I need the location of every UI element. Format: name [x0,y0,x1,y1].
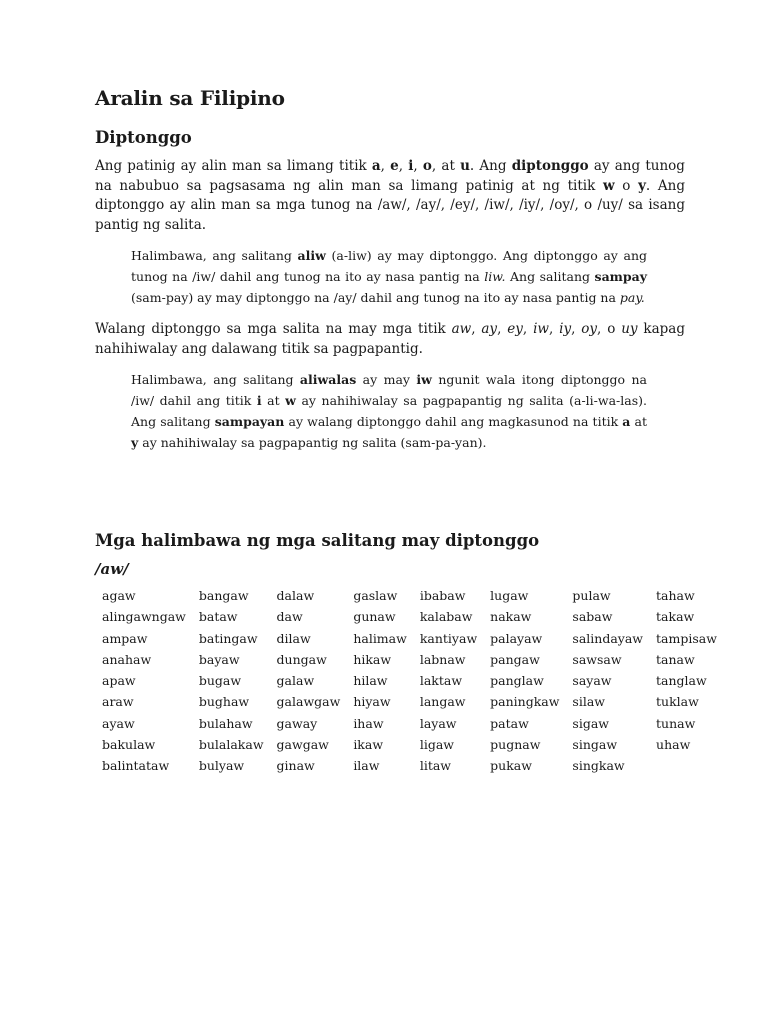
section-heading-examples: Mga halimbawa ng mga salitang may diptonggo [95,531,540,550]
no-diphthong-paragraph: Walang diptonggo sa mga salita na may mga titik aw, ay, ey, iw, iy, oy, o uy kapag nahihiwalay ang dalawang titik sa pagpapantig. [95,321,685,357]
word-cell: ikaw [353,737,384,753]
word-cell: halimaw [353,630,407,646]
word-cell: ihaw [353,715,384,731]
word-cell: ligaw [419,737,454,753]
word-table-aw [97,588,725,780]
word-cell: laktaw [419,673,463,689]
word-cell: gaslaw [353,588,398,603]
word-cell: tahaw [656,588,695,603]
word-cell: pugnaw [490,737,541,753]
word-cell: dalaw [276,588,315,603]
word-cell: layaw [419,715,457,731]
word-cell: pataw [490,715,529,731]
word-cell: galaw [276,673,315,689]
word-cell: panglaw [490,673,544,689]
word-cell: salindayaw [572,630,644,646]
word-cell: hilaw [353,673,388,689]
word-cell: pukaw [490,758,532,774]
word-cell: anahaw [102,651,152,667]
table-row [97,758,725,779]
word-cell: hiyaw [353,694,391,710]
word-cell: pulaw [572,588,611,603]
word-cell: singkaw [572,758,625,774]
table-row [97,652,725,673]
word-cell: takaw [656,609,695,625]
word-cell: nakaw [490,609,532,625]
table-row [97,588,725,609]
word-cell: gawgaw [276,737,329,753]
word-cell: bakulaw [102,737,156,753]
word-cell: dilaw [276,630,311,646]
word-cell: dungaw [276,651,327,667]
word-cell: bangaw [198,588,249,603]
word-cell: ayaw [102,715,135,731]
word-cell: bulalakaw [198,737,264,753]
table-row [97,673,725,694]
page-title: Aralin sa Filipino [95,86,285,110]
table-row [97,716,725,737]
word-cell: singaw [572,737,618,753]
word-cell: langaw [419,694,466,710]
word-cell: gaway [276,715,318,731]
document-page [95,86,717,780]
word-cell [651,758,725,779]
word-cell: sigaw [572,715,609,731]
table-row [97,737,725,758]
section-heading-diptonggo: Diptonggo [95,128,192,147]
word-cell: alingawngaw [102,609,186,625]
word-cell: tuklaw [656,694,699,710]
word-cell: silaw [572,694,605,710]
word-cell: tanaw [656,651,695,667]
word-cell: batingaw [198,630,258,646]
example-block-2: Halimbawa, ang salitang aliwalas ay may iw ngunit wala itong diptonggo na /iw/ dahil ang titik i at w ay nahihiwalay sa pagpapantig ng salita (a-li-wa-las). Ang salitang sampayan ay walang diptonggo dahil ang magkasunod na titik a at y ay nahihiwalay sa pagpapantig ng salita (sam-pa-yan). [131,372,648,450]
word-cell: ampaw [102,630,148,646]
table-row [97,631,725,652]
word-cell: kantiyaw [419,630,478,646]
word-cell: tanglaw [656,673,707,689]
table-row [97,609,725,630]
word-cell: balintataw [102,758,170,774]
word-cell: bulahaw [198,715,253,731]
example-block-1: Halimbawa, ang salitang aliw (a-liw) ay may diptonggo. Ang diptonggo ay ang tunog na /iw/ dahil ang tunog na ito ay nasa pantig na liw. Ang salitang sampay (sam-pay) ay may diptonggo na /ay/ dahil ang tunog na ito ay nasa pantig na pay. [131,248,647,305]
word-cell: bayaw [198,651,240,667]
word-cell: sawsaw [572,651,622,667]
word-cell: daw [276,609,303,625]
word-cell: gunaw [353,609,396,625]
word-cell: tampisaw [656,630,717,646]
word-cell: tunaw [656,715,696,731]
word-cell: sayaw [572,673,612,689]
word-cell: bughaw [198,694,250,710]
word-cell: pangaw [490,651,540,667]
word-cell: apaw [102,673,136,689]
word-cell: paningkaw [490,694,560,710]
word-cell: ibabaw [419,588,466,603]
word-cell: galawgaw [276,694,341,710]
word-cell: bulyaw [198,758,245,774]
word-cell: litaw [419,758,451,774]
subsection-aw: /aw/ [95,560,129,578]
word-cell: ginaw [276,758,315,774]
word-cell: hikaw [353,651,392,667]
word-cell: lugaw [490,588,529,603]
word-cell: labnaw [419,651,466,667]
word-cell: agaw [102,588,136,603]
word-cell: sabaw [572,609,613,625]
word-cell: bataw [198,609,238,625]
word-cell: araw [102,694,134,710]
word-cell: uhaw [656,737,691,753]
table-row [97,694,725,715]
word-cell: bugaw [198,673,242,689]
word-cell: palayaw [490,630,543,646]
definition-paragraph: Ang patinig ay alin man sa limang titik a, e, i, o, at u. Ang diptonggo ay ang tunog na nabubuo sa pagsasama ng alin man sa limang patinig at ng titik w o y. Ang diptonggo ay alin man sa mga tunog na /aw/, /ay/, /ey/, /iw/, /iy/, /oy/, o /uy/ sa isang pantig ng salita. [95,158,685,233]
word-cell: ilaw [353,758,380,774]
word-cell: kalabaw [419,609,473,625]
